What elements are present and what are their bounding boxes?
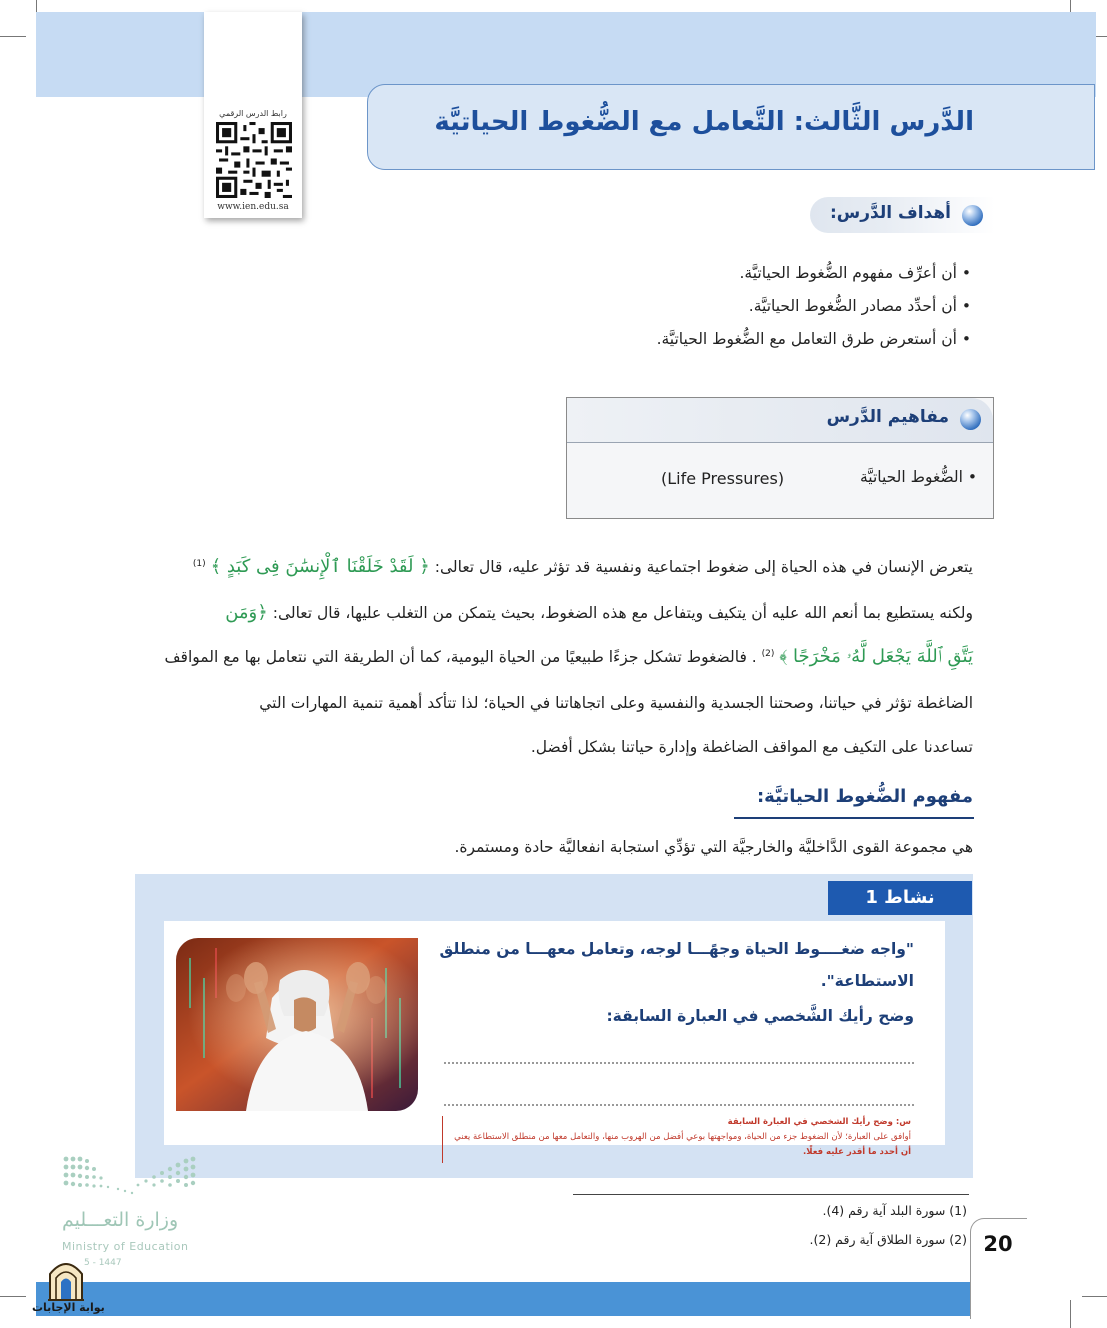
bullet-ball-icon — [960, 409, 981, 430]
objective-item: • أن أعرِّف مفهوم الضُّغوط الحياتيَّة. — [739, 264, 971, 282]
qr-code-icon[interactable] — [216, 122, 292, 198]
footnote: (1) سورة البلد آية رقم (4). — [822, 1203, 967, 1218]
handwritten-answer — [442, 1116, 911, 1163]
concept-item: • الضُّغوط الحياتيَّة — [859, 468, 977, 486]
concepts-box — [566, 397, 994, 519]
paragraph-line: تساعدنا على التكيف مع المواقف الضاغطة وإدارة حياتنا بشكل أفضل. — [530, 738, 973, 756]
site-name: بوابة الإجابات — [32, 1301, 105, 1314]
concepts-heading-bar — [567, 398, 993, 443]
ministry-logo-icon — [62, 1155, 198, 1201]
bullet-ball-icon — [962, 205, 983, 226]
footnote-divider — [573, 1194, 969, 1195]
heading-underline — [734, 817, 974, 819]
footer-band — [36, 1282, 972, 1316]
activity-prompt: وضح رأيك الشَّخصي في العبارة السابقة: — [606, 1007, 914, 1025]
ministry-year: 5 - 1447 — [84, 1258, 122, 1268]
objective-item: • أن أحدِّد مصادر الضُّغوط الحياتيَّة. — [748, 297, 971, 315]
answer-text: أوافق على العبارة؛ لأن الضغوط جزء من الحياة، ومواجهتها بوعي أفضل من الهروب منها، والتعامل معها من منطلق الاستطاعة يعني — [454, 1132, 911, 1142]
crop-mark — [1082, 1296, 1107, 1297]
paragraph-line: يتعرض الإنسان في هذه الحياة إلى ضغوط اجتماعية ونفسية قد تؤثر عليه، قال تعالى: ﴿ لَقَدْ خَلَقْنَا ٱلْإِنسَٰنَ فِى كَبَدٍ ﴾ $^{(1)}$ — [192, 556, 973, 577]
ministry-name-arabic: وزارة التعـــليم — [62, 1209, 179, 1231]
stressed-man-photo — [176, 938, 418, 1111]
site-logo-icon — [44, 1256, 88, 1302]
footnote: (2) سورة الطلاق آية رقم (2). — [809, 1232, 967, 1247]
quran-verse: ﴿ لَقَدْ خَلَقْنَا ٱلْإِنسَٰنَ فِى كَبَدٍ ﴾ — [210, 556, 430, 577]
qr-label: رابط الدرس الرقمي — [219, 109, 287, 118]
objectives-heading-bar — [810, 197, 995, 233]
lesson-title-box — [367, 84, 1095, 170]
objective-item: • أن أستعرض طرق التعامل مع الضُّغوط الحياتيَّة. — [656, 330, 971, 348]
qr-url[interactable]: www.ien.edu.sa — [217, 202, 289, 212]
qr-card[interactable] — [204, 12, 302, 218]
concept-item-english: (Life Pressures) — [661, 469, 785, 488]
footnote-ref: (1) — [192, 558, 206, 569]
answer-line[interactable] — [444, 1062, 914, 1064]
crop-mark — [0, 1296, 26, 1297]
crop-mark — [0, 36, 26, 37]
paragraph-line: الضاغطة تؤثر في حياتنا، وصحتنا الجسدية والنفسية وعلى اتجاهاتنا في الحياة؛ لذا تتأكد أهمية تنمية المهارات التي — [259, 694, 973, 712]
crop-mark — [1070, 1300, 1071, 1328]
answer-text: س: وضح رأيك الشخصي في العبارة السابقة — [727, 1117, 911, 1127]
paragraph-line: ولكنه يستطيع بما أنعم الله عليه أن يتكيف ويتفاعل مع هذه الضغوط، بحيث يتمكن من التغلب عليها، قال تعالى: ﴿وَمَن — [225, 602, 973, 623]
concepts-heading: مفاهيم الدَّرس — [826, 407, 949, 427]
quran-verse: يَتَّقِ ٱللَّهَ يَجْعَل لَّهُۥ مَخْرَجًا ﴾ — [779, 646, 973, 667]
page-title: الدَّرس الثَّالث: التَّعامل مع الضُّغوط الحياتيَّة — [434, 107, 974, 137]
definition-text: هي مجموعة القوى الدَّاخليَّة والخارجيَّة التي تؤدِّي استجابة انفعاليَّة حادة ومستمرة. — [454, 838, 973, 856]
activity-quote: "واجه ضغــــوط الحياة وجهًـــا لوجه، وتعامل معهـــا من منطلق — [439, 940, 914, 958]
paragraph-line: يَتَّقِ ٱللَّهَ يَجْعَل لَّهُۥ مَخْرَجًا ﴾ $^{(2)}$ . فالضغوط تشكل جزءًا طبيعيًا من الحياة اليومية، كما أن الطريقة التي نتعامل بها مع المواقف — [164, 646, 973, 667]
definition-heading: مفهوم الضُّغوط الحياتيَّة: — [756, 786, 973, 807]
objectives-heading: أهداف الدَّرس: — [829, 203, 951, 223]
quran-verse: ﴿وَمَن — [225, 602, 268, 623]
footnote-ref: (2) — [761, 648, 775, 659]
activity-label: نشاط 1 — [828, 881, 972, 915]
activity-quote: الاستطاعة". — [820, 972, 914, 990]
ministry-name-english: Ministry of Education — [62, 1240, 189, 1253]
page-number: 20 — [983, 1232, 1013, 1256]
answer-line[interactable] — [444, 1104, 914, 1106]
answer-text: أن أحدد ما أقدر عليه فعلًا. — [803, 1147, 911, 1157]
